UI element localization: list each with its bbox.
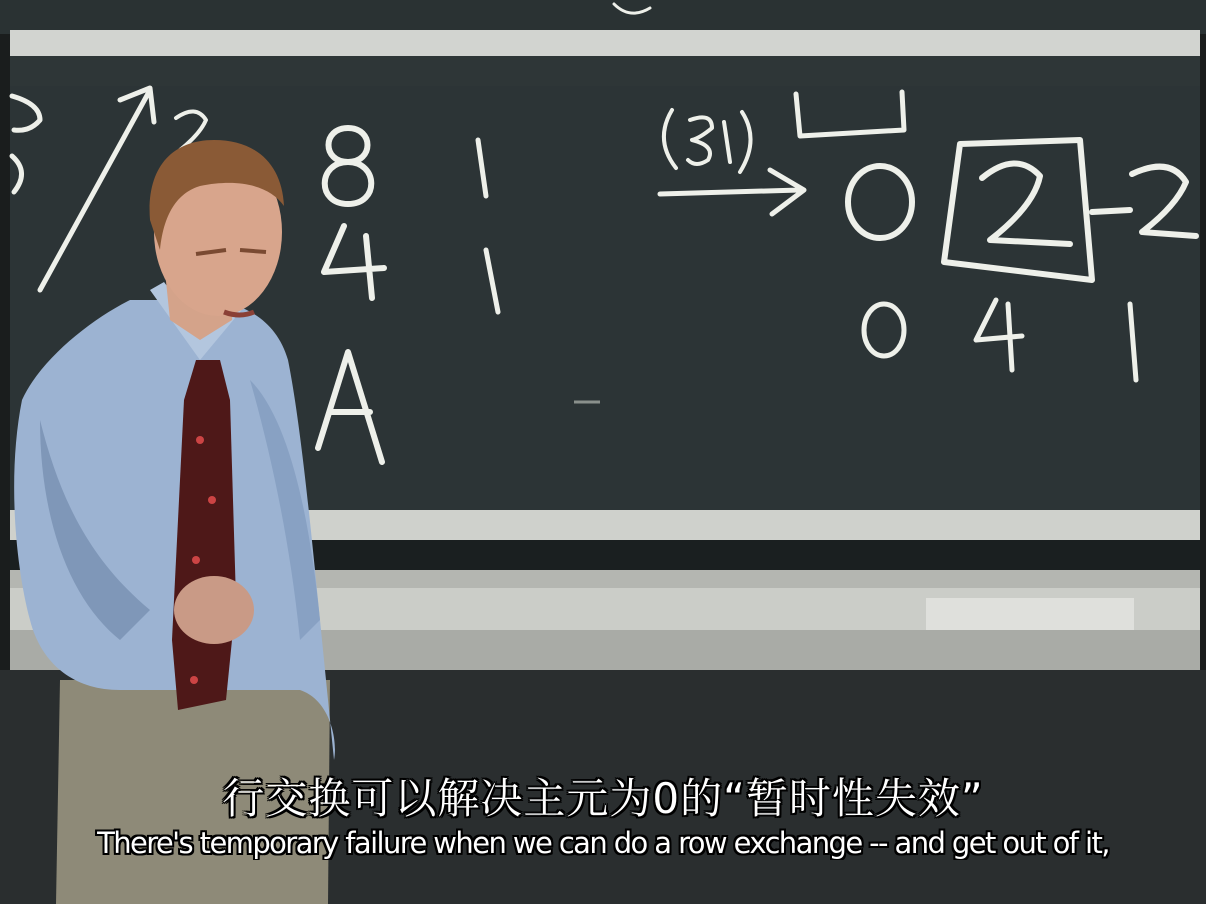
tie-pattern-dot (208, 496, 216, 504)
chalk-minus (1092, 210, 1130, 212)
upper-chalkboard (0, 0, 1206, 34)
lecturer-hands (174, 576, 254, 644)
subtitle-chinese: 行交换可以解决主元为0的“暂时性失效” (222, 774, 984, 823)
tie-pattern-dot (196, 436, 204, 444)
tie-pattern-dot (190, 676, 198, 684)
subtitle-english: There's temporary failure when we can do a row exchange -- and get out of it, (97, 826, 1109, 860)
top-board-rail-shadow (10, 56, 1200, 90)
tie-pattern-dot (192, 556, 200, 564)
top-board-rail (10, 30, 1200, 60)
